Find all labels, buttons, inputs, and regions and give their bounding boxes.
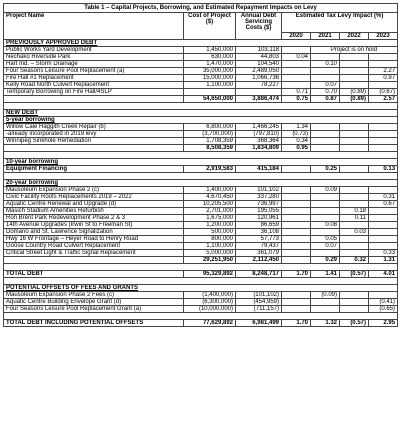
total-cell: 1.41 <box>311 271 340 278</box>
cost-cell: 4,670,450 <box>184 194 236 201</box>
impact-cell <box>340 243 369 250</box>
subsection-20-year-label: 20-year borrowing <box>4 180 398 187</box>
section-previously-approved-label: PREVIOUSLY APPROVED DEBT <box>4 40 398 47</box>
impact-cell <box>340 131 369 138</box>
impact-cell <box>282 229 311 236</box>
project-name-cell: Equipment Financing <box>4 166 184 173</box>
project-name-cell: Civic Facility Roofs Replacements 2019 – 2022 <box>4 194 184 201</box>
impact-cell <box>340 61 369 68</box>
total-cell: 1.70 <box>282 320 311 327</box>
subsection-5-year-label: 5-year borrowing <box>4 117 398 124</box>
debt-cell: 337,280 <box>236 194 282 201</box>
impact-cell <box>311 201 340 208</box>
impact-cell: 0.70 <box>311 89 340 96</box>
project-name-cell: -already incorporated in 2019 levy <box>4 131 184 138</box>
impact-cell <box>369 215 398 222</box>
impact-cell: 0.33 <box>369 250 398 257</box>
total-cell <box>340 145 369 152</box>
impact-cell <box>340 124 369 131</box>
impact-cell <box>282 61 311 68</box>
subsection-10-year <box>4 159 398 166</box>
table-row <box>4 208 398 215</box>
header-project-name: Project Name <box>4 13 184 40</box>
impact-cell: 0.05 <box>311 236 340 243</box>
impact-cell <box>340 292 369 299</box>
impact-cell: (0.09) <box>311 292 340 299</box>
impact-cell: (0.65) <box>369 306 398 313</box>
project-name-cell: Nechako Riverside Park <box>4 54 184 61</box>
impact-cell <box>282 222 311 229</box>
impact-cell <box>311 131 340 138</box>
cost-cell: 10,205,500 <box>184 201 236 208</box>
header-year: 2020 <box>282 33 311 40</box>
impact-cell: 0.31 <box>369 194 398 201</box>
impact-cell: 0.07 <box>311 82 340 89</box>
total-cell: 4.01 <box>369 271 398 278</box>
header-year: 2023 <box>369 33 398 40</box>
cost-cell: (3,700,000) <box>184 131 236 138</box>
total-cell: (0.89) <box>340 96 369 103</box>
impact-cell: 0.67 <box>369 201 398 208</box>
impact-cell <box>340 166 369 173</box>
table-row <box>4 138 398 145</box>
impact-cell <box>369 61 398 68</box>
cost-cell: 1,400,000 <box>184 187 236 194</box>
impact-cell <box>311 306 340 313</box>
total-label-cell <box>4 257 184 264</box>
impact-cell: 0.25 <box>311 166 340 173</box>
total-cell <box>311 145 340 152</box>
debt-cell: 1,066,736 <box>236 75 282 82</box>
impact-cell <box>282 250 311 257</box>
table-row <box>4 89 398 96</box>
impact-cell <box>340 299 369 306</box>
impact-cell <box>311 250 340 257</box>
table-row <box>4 299 398 306</box>
total-cell <box>369 145 398 152</box>
impact-note-cell: Project is on hold <box>311 47 398 54</box>
total-cell: 29,251,950 <box>184 257 236 264</box>
spacer-cell <box>4 278 398 285</box>
project-name-cell: Mausoleum Expansion Phase 2 (c) <box>4 187 184 194</box>
table-row <box>4 215 398 222</box>
project-name-cell: Domano and St. Lawrence Signalization <box>4 229 184 236</box>
project-name-cell: Goose Country Road Culvert Replacement <box>4 243 184 250</box>
total-cell: 0.29 <box>311 257 340 264</box>
cost-cell: 1,100,000 <box>184 82 236 89</box>
table-row <box>4 75 398 82</box>
impact-cell: 0.03 <box>340 229 369 236</box>
debt-cell <box>236 89 282 96</box>
total-label-cell: TOTAL DEBT <box>4 271 184 278</box>
impact-cell <box>282 306 311 313</box>
total-cell: 2,112,450 <box>236 257 282 264</box>
impact-cell <box>282 75 311 82</box>
total-cell: 1.32 <box>311 320 340 327</box>
cost-cell: (10,000,000) <box>184 306 236 313</box>
table-row <box>4 229 398 236</box>
table-row <box>4 131 398 138</box>
project-name-cell: Hart Ind. – Storm Drainage <box>4 61 184 68</box>
header-year: 2021 <box>311 33 340 40</box>
total-cell: 0.32 <box>340 257 369 264</box>
document <box>3 3 397 327</box>
impact-cell <box>311 194 340 201</box>
debt-cell: 103,118 <box>236 47 282 54</box>
impact-cell <box>311 124 340 131</box>
spacer-row <box>4 278 398 285</box>
debt-cell: 1,466,245 <box>236 124 282 131</box>
debt-cell: 101,102 <box>236 187 282 194</box>
cost-cell <box>184 89 236 96</box>
debt-cell: (797,810) <box>236 131 282 138</box>
project-name-cell: Kelly Road North Culvert Replacement <box>4 82 184 89</box>
spacer-cell <box>4 313 398 320</box>
debt-cell: 104,540 <box>236 61 282 68</box>
subsection-20-year <box>4 180 398 187</box>
project-name-cell: Aquatic Centre Renewal and Upgrade (d) <box>4 201 184 208</box>
impact-cell <box>369 292 398 299</box>
header-year: 2022 <box>340 33 369 40</box>
cost-cell: 1,675,000 <box>184 215 236 222</box>
spacer-cell <box>4 152 398 159</box>
levy-table <box>3 3 398 327</box>
subtotal-row <box>4 271 398 278</box>
cost-cell: 2,919,583 <box>184 166 236 173</box>
impact-cell <box>282 187 311 194</box>
subtotal-row <box>4 145 398 152</box>
impact-cell <box>340 222 369 229</box>
subtotal-row <box>4 96 398 103</box>
project-name-cell: Fire Hall #1 Replacement <box>4 75 184 82</box>
total-cell: 0.87 <box>311 96 340 103</box>
total-cell: 1,834,809 <box>236 145 282 152</box>
cost-cell: (1,400,000) <box>184 292 236 299</box>
impact-cell <box>282 299 311 306</box>
impact-cell: (0.73) <box>282 131 311 138</box>
impact-cell: 2.27 <box>369 68 398 75</box>
project-name-cell: Temporary Borrowing on Fire Hall/4SLP <box>4 89 184 96</box>
impact-cell <box>369 236 398 243</box>
table-row <box>4 124 398 131</box>
project-name-cell: Ron Brent Park Redevelopment Phase 2 & 3 <box>4 215 184 222</box>
impact-cell <box>311 215 340 222</box>
impact-cell <box>282 236 311 243</box>
debt-cell: 736,997 <box>236 201 282 208</box>
impact-cell <box>369 124 398 131</box>
debt-cell: 36,108 <box>236 229 282 236</box>
section-new-debt <box>4 110 398 117</box>
cost-cell: 1,100,000 <box>184 243 236 250</box>
total-cell: 95,329,892 <box>184 271 236 278</box>
project-name-cell: Willow Cale Haggith Creek Repair (b) <box>4 124 184 131</box>
cost-cell: (6,300,000) <box>184 299 236 306</box>
section-previously-approved <box>4 40 398 47</box>
table-row <box>4 306 398 313</box>
table-row <box>4 82 398 89</box>
cost-cell: 800,000 <box>184 236 236 243</box>
debt-cell: 86,659 <box>236 222 282 229</box>
total-cell: 1.70 <box>282 271 311 278</box>
impact-cell <box>282 166 311 173</box>
impact-cell <box>340 82 369 89</box>
total-label-cell <box>4 145 184 152</box>
impact-cell: (0.41) <box>369 299 398 306</box>
impact-cell: 0.11 <box>340 215 369 222</box>
cost-cell: 5,000,000 <box>184 250 236 257</box>
debt-cell: 368,364 <box>236 138 282 145</box>
impact-cell <box>340 250 369 257</box>
total-cell: 0.95 <box>282 145 311 152</box>
impact-cell <box>369 243 398 250</box>
total-cell: (0.57) <box>340 271 369 278</box>
impact-cell <box>340 75 369 82</box>
cost-cell: 1,708,359 <box>184 138 236 145</box>
impact-cell: 1.34 <box>282 124 311 131</box>
total-cell: 8,248,717 <box>236 271 282 278</box>
total-cell: 1.31 <box>369 257 398 264</box>
impact-cell <box>282 292 311 299</box>
debt-cell: 120,961 <box>236 215 282 222</box>
impact-cell <box>340 138 369 145</box>
cost-cell: 500,000 <box>184 229 236 236</box>
impact-cell <box>369 131 398 138</box>
impact-cell <box>369 54 398 61</box>
impact-cell <box>369 82 398 89</box>
total-cell: 8,508,359 <box>184 145 236 152</box>
header-impact: Estimated Tax Levy Impact (%) <box>282 13 398 33</box>
project-name-cell: Hwy 16 W Frontage – Heyer Road to Henry Road <box>4 236 184 243</box>
impact-cell: (0.89) <box>340 89 369 96</box>
impact-cell <box>369 229 398 236</box>
total-cell: 3,886,474 <box>236 96 282 103</box>
table-row <box>4 61 398 68</box>
project-name-cell: Four Seasons Leisure Pool Replacement (a) <box>4 68 184 75</box>
table-row <box>4 187 398 194</box>
spacer-row <box>4 103 398 110</box>
spacer-cell <box>4 103 398 110</box>
table-row <box>4 54 398 61</box>
table-row <box>4 166 398 173</box>
table-row <box>4 222 398 229</box>
impact-cell <box>311 75 340 82</box>
cost-cell: 35,000,000 <box>184 68 236 75</box>
total-cell <box>282 257 311 264</box>
project-name-cell: Four Seasons Leisure Pool Replacement Grant (a) <box>4 306 184 313</box>
impact-cell <box>282 194 311 201</box>
impact-cell: 0.08 <box>311 222 340 229</box>
impact-cell <box>340 236 369 243</box>
debt-cell: (101,102) <box>236 292 282 299</box>
section-offsets-label: POTENTIAL OFFSETS OF FEES AND GRANTS <box>4 285 398 292</box>
total-cell: 54,650,000 <box>184 96 236 103</box>
impact-cell <box>340 201 369 208</box>
spacer-row <box>4 152 398 159</box>
total-cell: 2.95 <box>369 320 398 327</box>
impact-cell <box>340 187 369 194</box>
table-row <box>4 201 398 208</box>
total-label-cell: TOTAL DEBT INCLUDING POTENTIAL OFFSETS <box>4 320 184 327</box>
impact-cell <box>282 243 311 250</box>
cost-cell: 630,000 <box>184 54 236 61</box>
debt-cell: 2,489,050 <box>236 68 282 75</box>
subsection-10-year-label: 10-year borrowing <box>4 159 398 166</box>
impact-cell <box>311 299 340 306</box>
debt-cell: 79,437 <box>236 243 282 250</box>
impact-cell <box>282 68 311 75</box>
debt-cell: 361,079 <box>236 250 282 257</box>
impact-cell <box>282 208 311 215</box>
debt-cell: (454,959) <box>236 299 282 306</box>
impact-cell <box>369 208 398 215</box>
table-row <box>4 194 398 201</box>
cost-cell: 1,450,000 <box>184 47 236 54</box>
table-row <box>4 292 398 299</box>
impact-cell: 0.97 <box>369 75 398 82</box>
impact-cell: 0.71 <box>282 89 311 96</box>
cost-cell: 1,470,000 <box>184 61 236 68</box>
cost-cell: 1,200,000 <box>184 222 236 229</box>
impact-cell <box>340 194 369 201</box>
project-name-cell: Aquatic Centre Building Envelope Grant (d) <box>4 299 184 306</box>
impact-cell: 0.13 <box>369 166 398 173</box>
debt-cell: 57,773 <box>236 236 282 243</box>
debt-cell: (711,157) <box>236 306 282 313</box>
impact-cell <box>311 138 340 145</box>
cost-cell: 6,800,000 <box>184 124 236 131</box>
total-cell: (0.57) <box>340 320 369 327</box>
total-label-cell <box>4 96 184 103</box>
spacer-row <box>4 313 398 320</box>
project-name-cell: Public Works Yard Development <box>4 47 184 54</box>
total-cell: 77,629,892 <box>184 320 236 327</box>
impact-cell <box>369 138 398 145</box>
project-name-cell: Critical Street Light & Traffic Signal Replacement <box>4 250 184 257</box>
impact-cell <box>311 208 340 215</box>
impact-cell: 0.09 <box>311 187 340 194</box>
impact-cell: (0.67) <box>369 89 398 96</box>
subsection-5-year <box>4 117 398 124</box>
table-row <box>4 250 398 257</box>
debt-cell: 195,055 <box>236 208 282 215</box>
table-row <box>4 243 398 250</box>
table-row <box>4 68 398 75</box>
impact-cell <box>311 229 340 236</box>
subtotal-row <box>4 257 398 264</box>
impact-cell: 0.18 <box>340 208 369 215</box>
table-row <box>4 47 398 54</box>
debt-cell: 44,803 <box>236 54 282 61</box>
project-name-cell: Winnipeg Sinkhole Remediation <box>4 138 184 145</box>
project-name-cell: 14th Avenue Upgrades (Irwin St to Freeman St) <box>4 222 184 229</box>
total-cell: 2.57 <box>369 96 398 103</box>
section-offsets <box>4 285 398 292</box>
impact-cell: 0.07 <box>311 243 340 250</box>
spacer-cell <box>4 173 398 180</box>
impact-cell <box>282 47 311 54</box>
impact-cell <box>282 82 311 89</box>
impact-cell <box>282 215 311 222</box>
table-row <box>4 236 398 243</box>
header-debt: Annual Debt Servicing Costs ($) <box>236 13 282 40</box>
impact-cell <box>340 68 369 75</box>
cost-cell: 15,000,000 <box>184 75 236 82</box>
debt-cell: 78,227 <box>236 82 282 89</box>
impact-cell: 0.34 <box>282 138 311 145</box>
header-cost: Cost of Project ($) <box>184 13 236 40</box>
spacer-row <box>4 264 398 271</box>
spacer-row <box>4 173 398 180</box>
section-new-debt-label: NEW DEBT <box>4 110 398 117</box>
total-cell: 6,981,499 <box>236 320 282 327</box>
impact-cell <box>369 222 398 229</box>
project-name-cell: Mausoleum Expansion Phase 2 Fees (c) <box>4 292 184 299</box>
impact-cell <box>369 187 398 194</box>
subtotal-row <box>4 320 398 327</box>
impact-cell <box>340 54 369 61</box>
impact-cell: 0.10 <box>311 61 340 68</box>
impact-cell <box>311 68 340 75</box>
table-title: Table 1 – Capital Projects, Borrowing, and Estimated Repayment Impacts on Levy <box>4 4 398 13</box>
cost-cell: 2,701,000 <box>184 208 236 215</box>
spacer-cell <box>4 264 398 271</box>
impact-cell: 0.04 <box>282 54 311 61</box>
total-cell: 0.75 <box>282 96 311 103</box>
impact-cell <box>340 306 369 313</box>
impact-cell <box>282 201 311 208</box>
debt-cell: 415,184 <box>236 166 282 173</box>
project-name-cell: Masich Stadium Amenities Refurbish <box>4 208 184 215</box>
impact-cell <box>311 54 340 61</box>
